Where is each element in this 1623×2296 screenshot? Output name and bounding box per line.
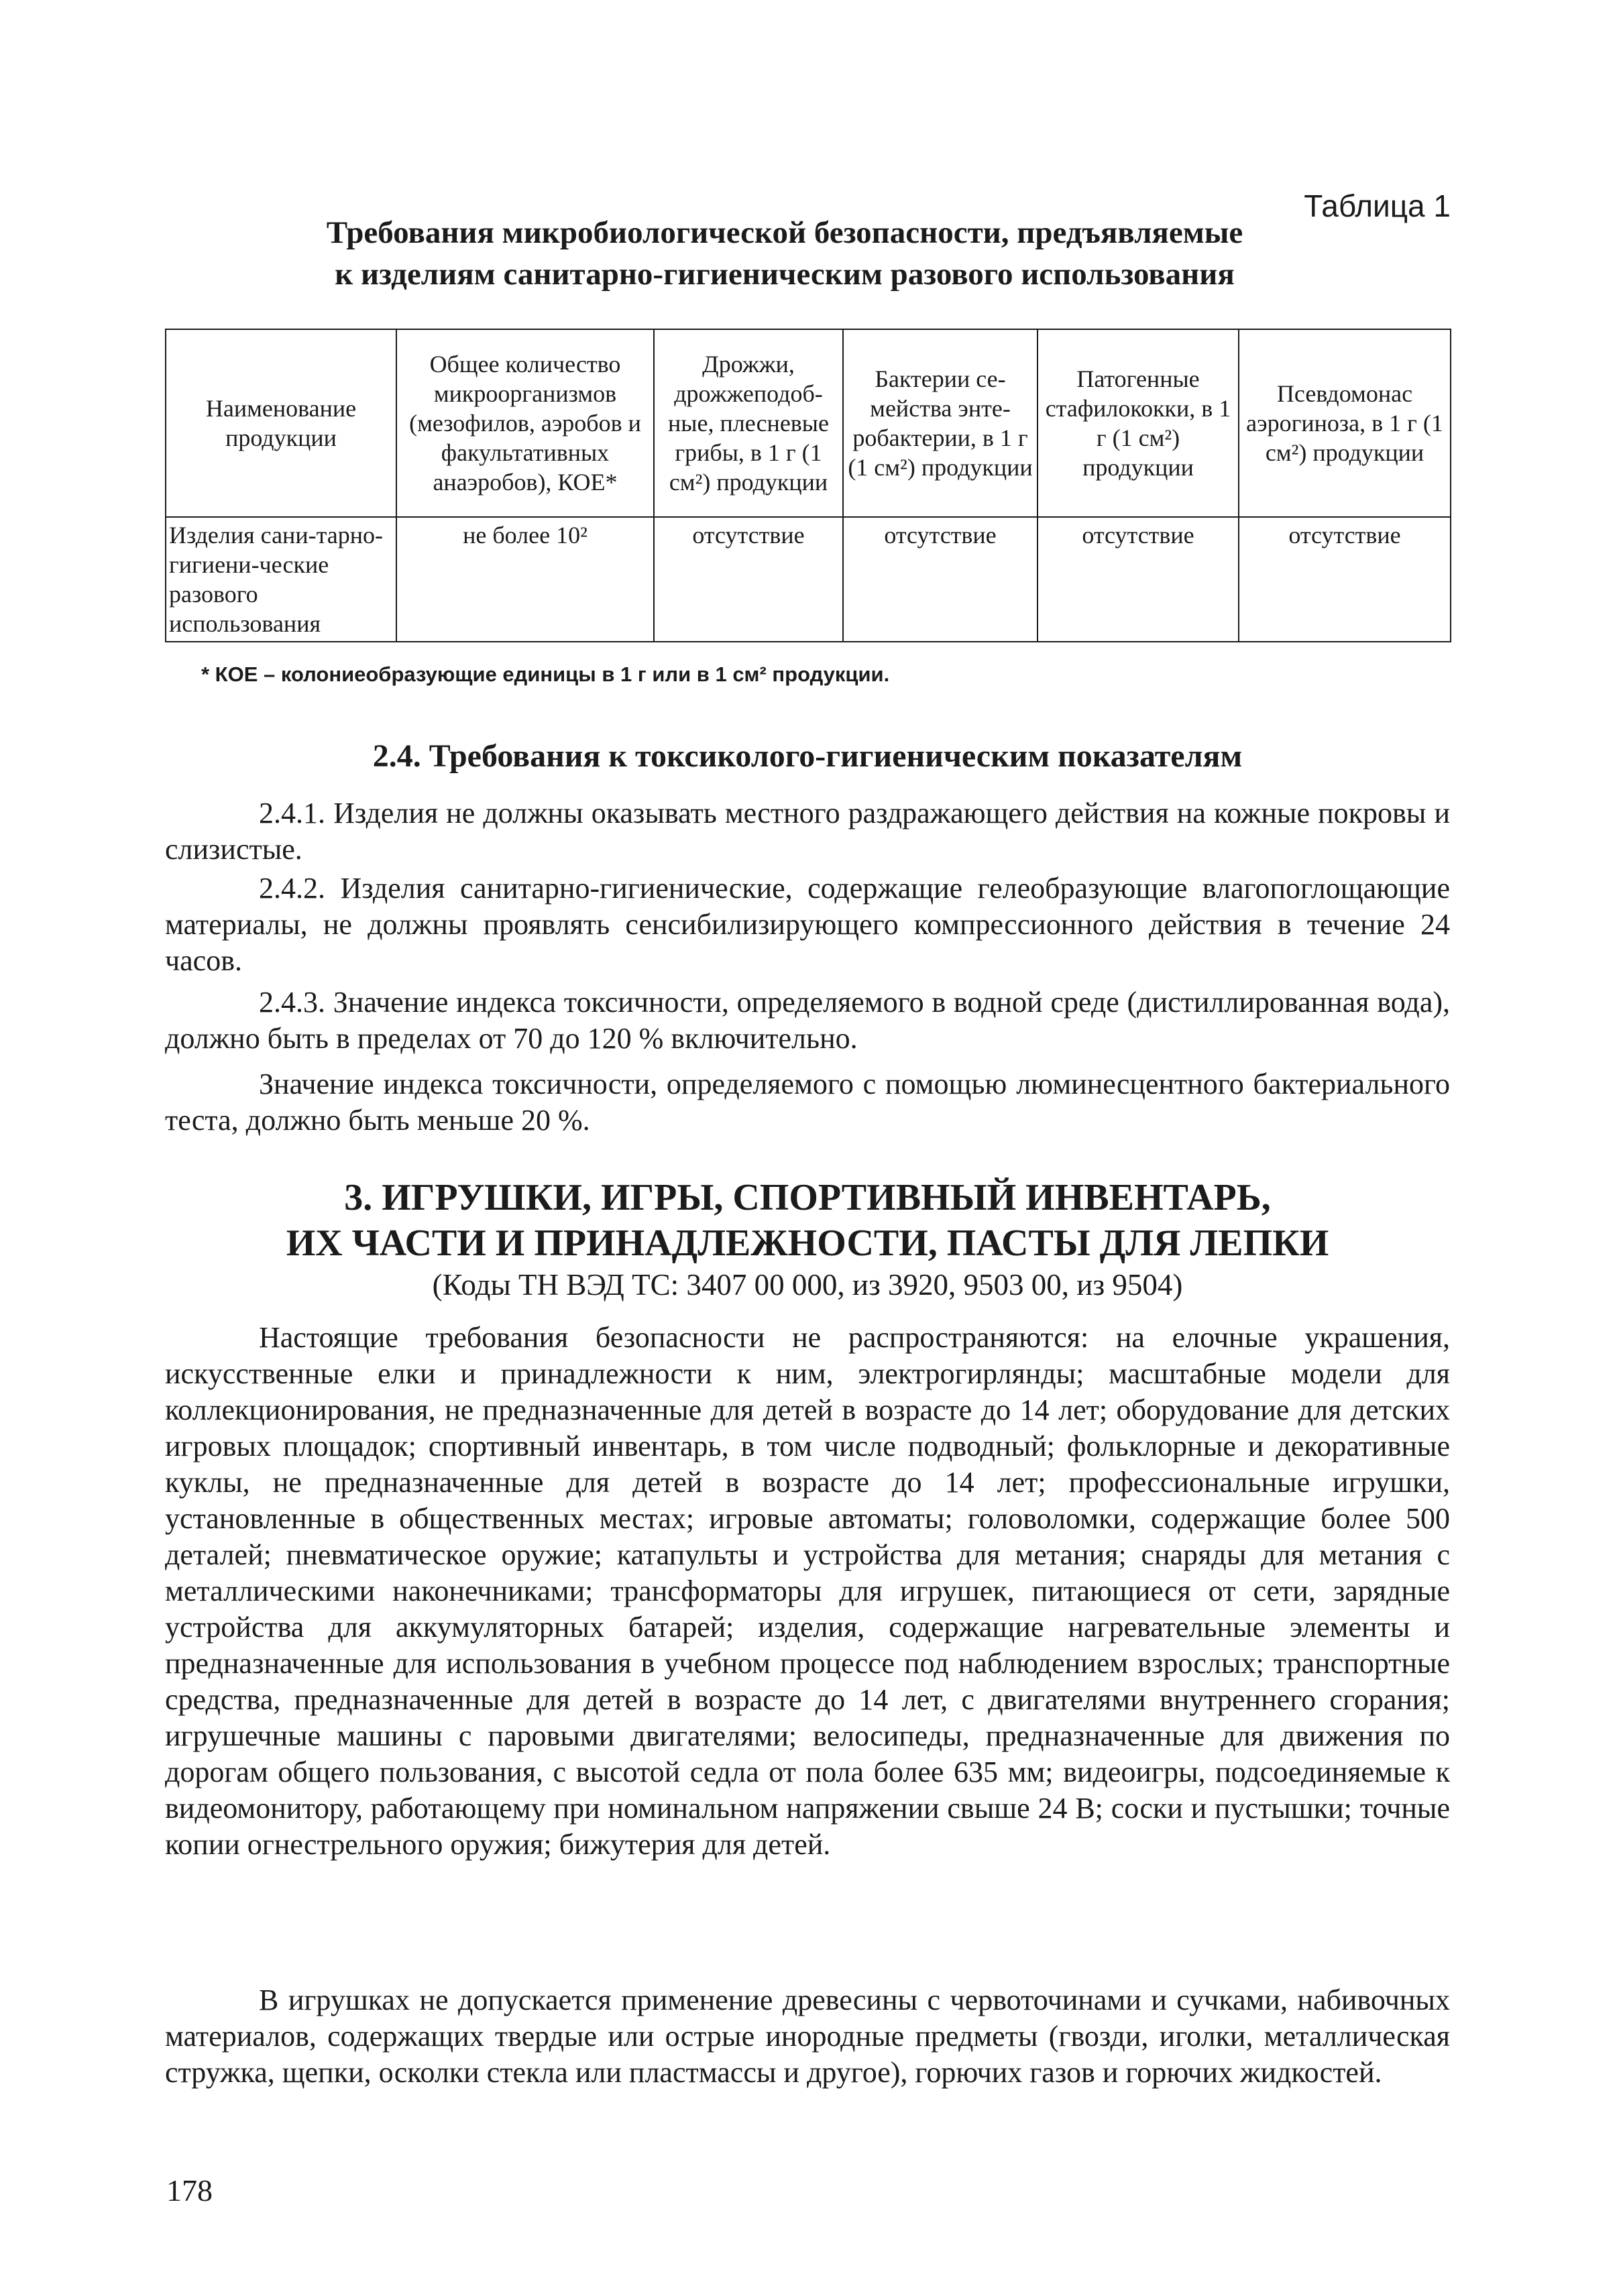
table-cell: Изделия сани-тарно-гигиени-ческие разового использования — [166, 517, 396, 642]
paragraph-exclusions: Настоящие требования безопасности не распространяются: на елочные украшения, искусственные елки и принадлежности к ним, электрогирлянды; масштабные модели для коллекционирования, не предназначенные для детей в возрасте до 14 лет; оборудование для детских игровых площадок; спортивный инвентарь, в том числе подводный; фольклорные и декоративные куклы, не предназначенные для детей в возрасте до 14 лет; профессиональные игрушки, установленные в общественных местах; игровые автоматы; головоломки, содержащие более 500 деталей; пневматическое оружие; катапульты и устройства для метания; снаряды для метания с металлическими наконечниками; трансформаторы для игрушек, питающиеся от сети, зарядные устройства для аккумуляторных батарей; изделия, содержащие нагревательные элементы и предназначенные для использования в учебном процессе под наблюдением взрослых; транспортные средства, предназначенные для детей в возрасте до 14 лет, с двигателями внутреннего сгорания; игрушечные машины с паровыми двигателями; велосипеды, предназначенные для движения по дорогам общего пользования, с высотой седла от пола более 635 мм; видеоигры, подсоединяемые к видеомонитору, работающему при номинальном напряжении свыше 24 В; соски и пустышки; точные копии огнестрельного оружия; бижутерия для детей. — [165, 1321, 1450, 1861]
table-header-cell: Патогенные стафилококки, в 1 г (1 см²) продукции — [1038, 329, 1239, 517]
table-header-cell: Псевдомонас аэрогиноза, в 1 г (1 см²) продукции — [1239, 329, 1451, 517]
table-row — [166, 517, 1451, 642]
table-title-line-1: Требования микробиологической безопасности, предъявляемые — [326, 215, 1243, 250]
paragraph-2-4-2: 2.4.2. Изделия санитарно-гигиенические, содержащие гелеобразующие влагопоглощающие материалы, не должны проявлять сенсибилизирующего компрессионного действия в течение 24 часов. — [165, 872, 1450, 977]
section-3-heading-line-1: 3. ИГРУШКИ, ИГРЫ, СПОРТИВНЫЙ ИНВЕНТАРЬ, — [344, 1177, 1271, 1218]
section-3-heading — [165, 1175, 1450, 1266]
table-header-cell: Бактерии се-мейства энте-робактерии, в 1 г (1 см²) продукции — [843, 329, 1038, 517]
table-cell: отсутствие — [1239, 517, 1451, 642]
table-header-cell: Дрожжи, дрожжеподоб-ные, плесневые грибы, в 1 г (1 см²) продукции — [654, 329, 843, 517]
section-3-heading-line-2: ИХ ЧАСТИ И ПРИНАДЛЕЖНОСТИ, ПАСТЫ ДЛЯ ЛЕПКИ — [286, 1222, 1329, 1264]
paragraph-materials: В игрушках не допускается применение древесины с червоточинами и сучками, набивочных материалов, содержащих твердые или острые инородные предметы (гвозди, иголки, металлическая стружка, щепки, осколки стекла или пластмассы и другое), горючих газов и горючих жидкостей. — [165, 1984, 1450, 2089]
table-footnote: * КОЕ – колониеобразующие единицы в 1 г или в 1 см² продукции. — [201, 663, 890, 686]
paragraph-toxicity-luminescent: Значение индекса токсичности, определяемого с помощью люминесцентного бактериального теста, должно быть меньше 20 %. — [165, 1068, 1450, 1137]
page-number: 178 — [166, 2173, 213, 2207]
table-label: Таблица 1 — [1304, 188, 1451, 223]
table-cell: отсутствие — [1038, 517, 1239, 642]
table-cell: не более 10² — [396, 517, 654, 642]
table-header-row — [166, 329, 1451, 517]
paragraph-2-4-3: 2.4.3. Значение индекса токсичности, определяемого в водной среде (дистиллированная вода), должно быть в пределах от 70 до 120 % включительно. — [165, 986, 1450, 1055]
paragraph-2-4-1: 2.4.1. Изделия не должны оказывать местного раздражающего действия на кожные покровы и слизистые. — [165, 797, 1450, 866]
table-cell: отсутствие — [843, 517, 1038, 642]
table-title-line-2: к изделиям санитарно-гигиеническим разового использования — [335, 257, 1235, 292]
table-header-cell: Наименование продукции — [166, 329, 396, 517]
table-cell: отсутствие — [654, 517, 843, 642]
section-2-4-heading: 2.4. Требования к токсиколого-гигиеническим показателям — [372, 738, 1243, 774]
section-3-codes: (Коды ТН ВЭД ТС: 3407 00 000, из 3920, 9503 00, из 9504) — [432, 1268, 1183, 1302]
table-title — [161, 212, 1408, 295]
requirements-table — [165, 329, 1451, 642]
table-header-cell: Общее количество микроорганизмов (мезофилов, аэробов и факультативных анаэробов), КОЕ* — [396, 329, 654, 517]
